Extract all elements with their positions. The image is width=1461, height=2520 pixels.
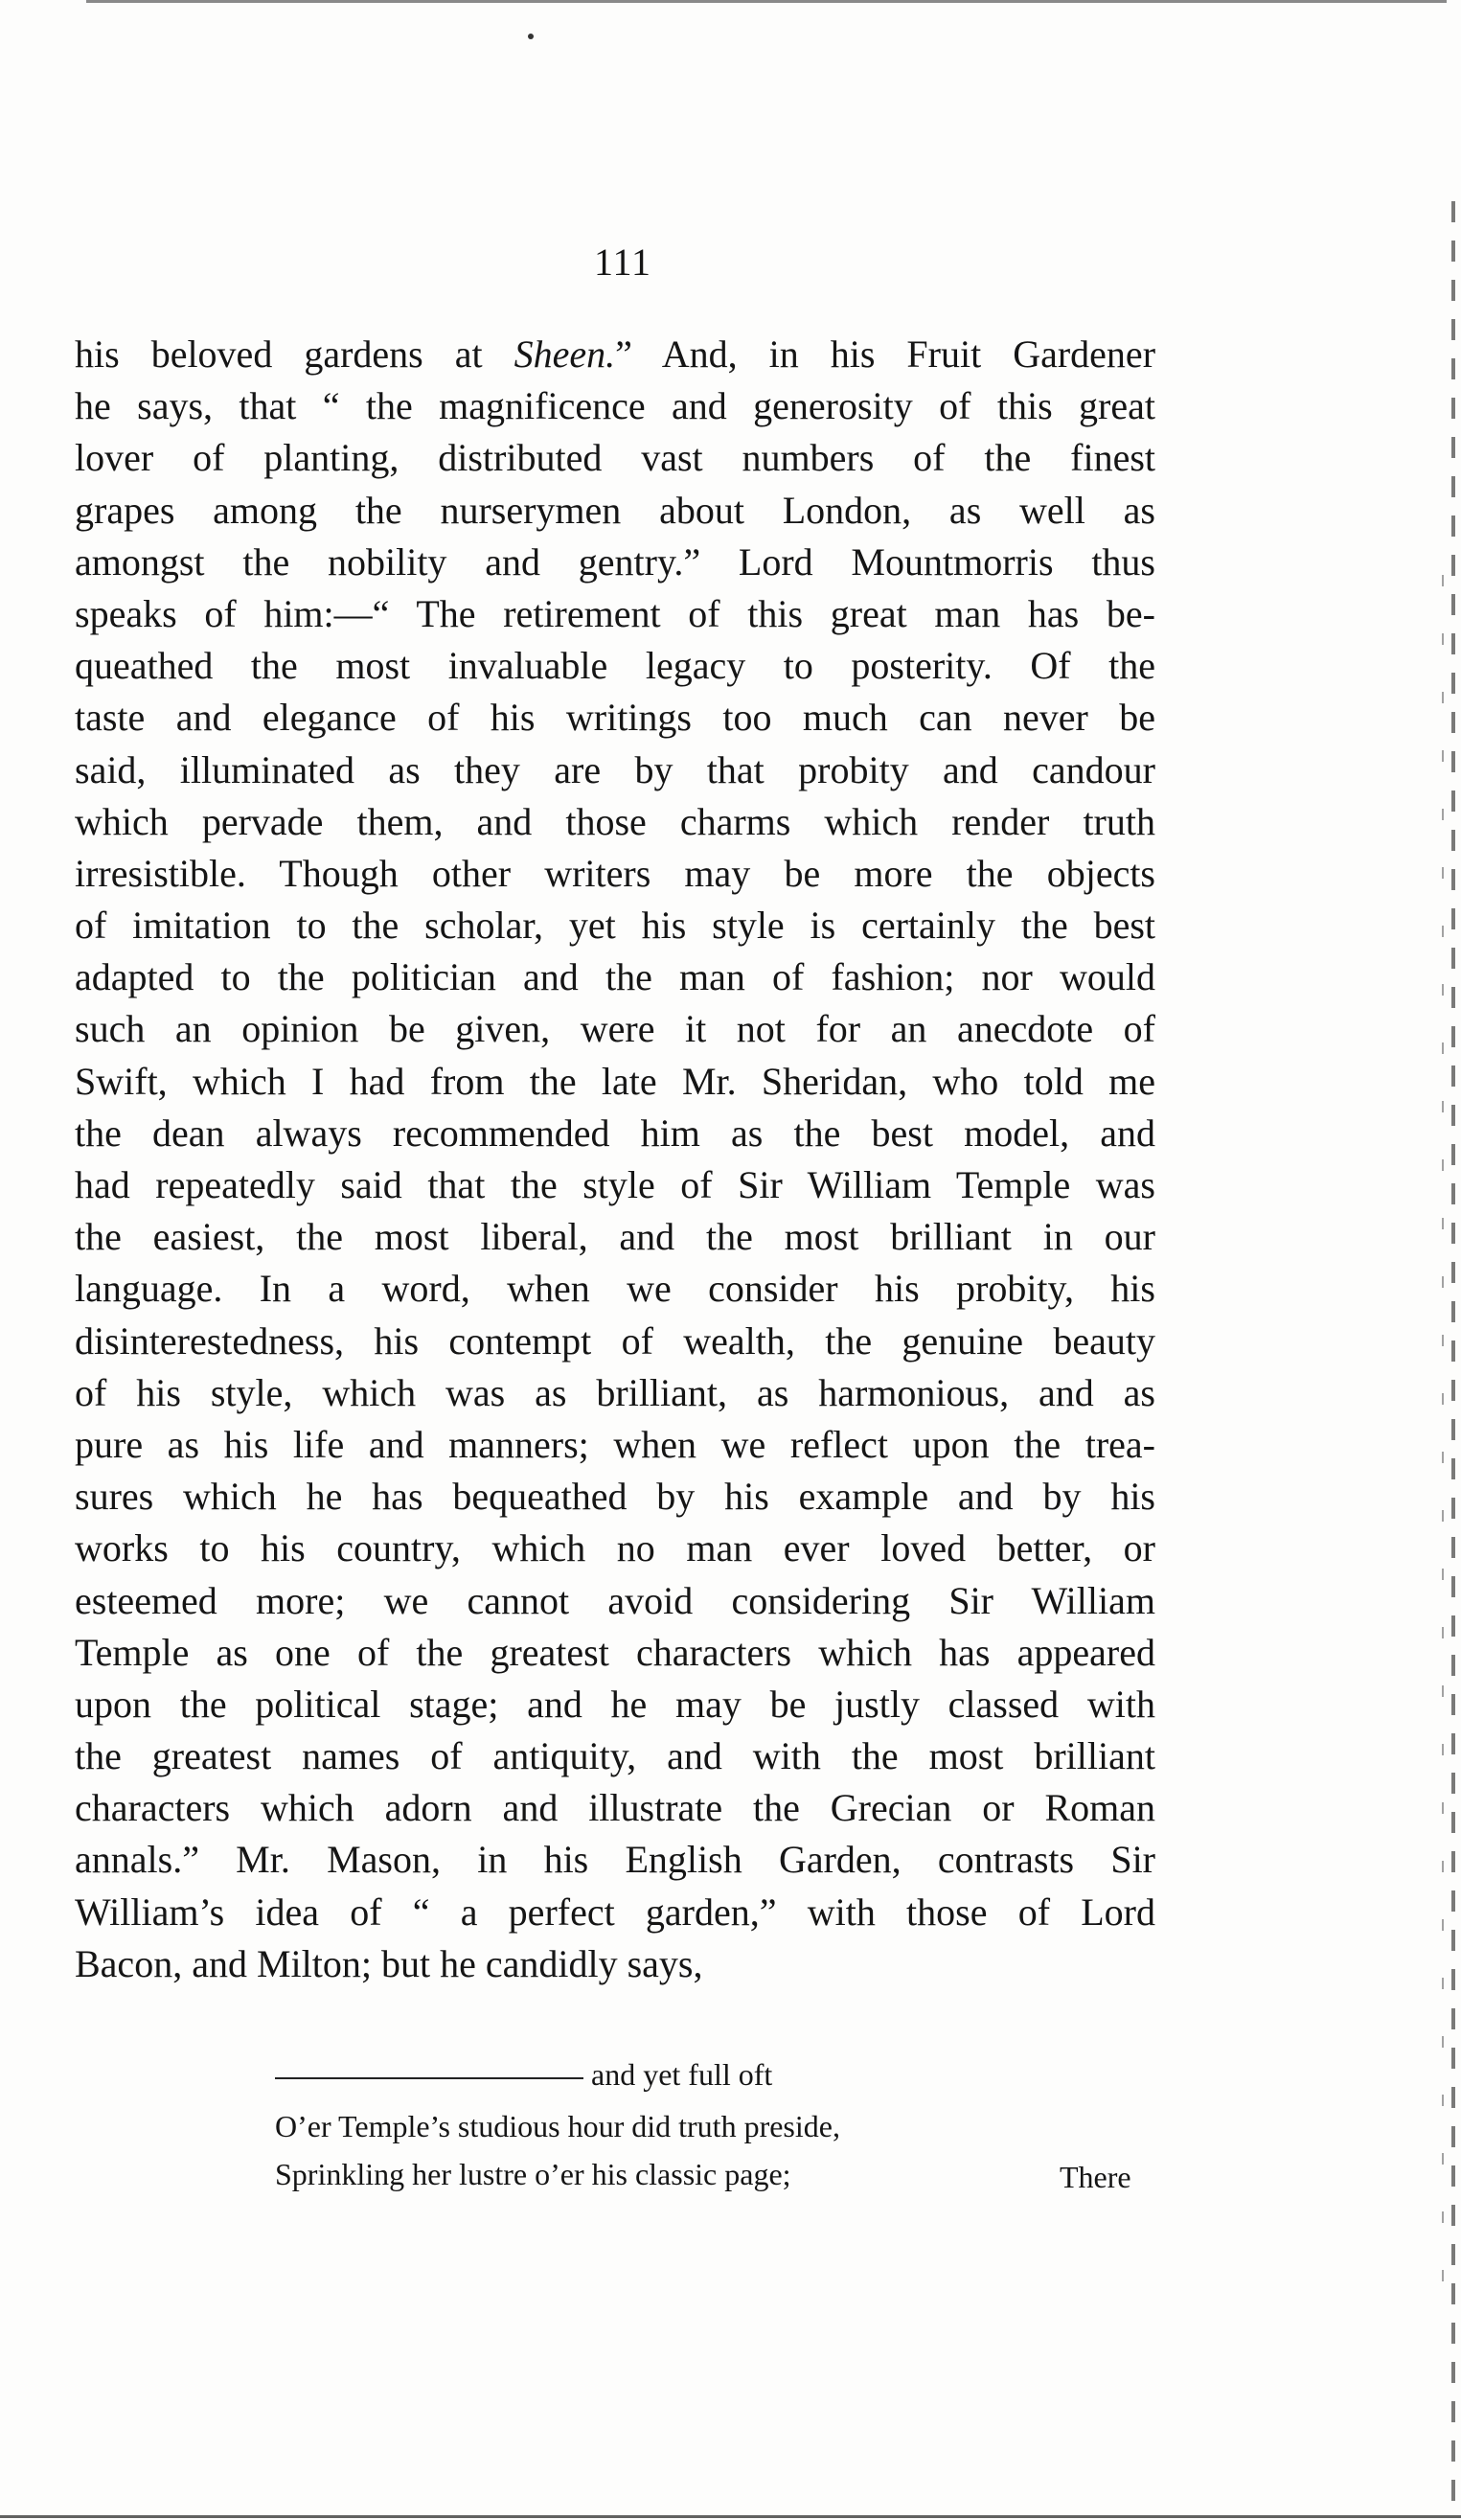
text-line: of imitation to the scholar, yet his style is certainly the best	[75, 904, 1155, 948]
verse-line-lead: and yet full oft	[275, 2055, 772, 2094]
text-line: he says, that “ the magnificence and generosity of this great	[75, 384, 1155, 428]
text-line: the dean always recommended him as the best model, and	[75, 1111, 1155, 1155]
text-line: works to his country, which no man ever loved better, or	[75, 1526, 1155, 1570]
page-number: 111	[593, 241, 652, 284]
body-text	[75, 329, 1155, 1990]
scan-edge-top	[86, 0, 1447, 9]
text-line: speaks of him:—“ The retirement of this great man has be-	[75, 591, 1155, 635]
text-line: taste and elegance of his writings too much can never be	[75, 696, 1155, 740]
text-line: pure as his life and manners; when we reflect upon the trea-	[75, 1422, 1155, 1466]
text-line: amongst the nobility and gentry.” Lord Mountmorris thus	[75, 539, 1155, 584]
text-line: Bacon, and Milton; but he candidly says,	[75, 1941, 703, 1985]
text-line: his beloved gardens at Sheen.” And, in his Fruit Gardener	[75, 332, 1156, 376]
text-line: lover of planting, distributed vast numbers of the finest	[75, 436, 1155, 480]
text-line: Temple as one of the greatest characters which has appeared	[75, 1630, 1155, 1674]
text-line: esteemed more; we cannot avoid considering Sir William	[75, 1578, 1155, 1622]
text-line: characters which adorn and illustrate the Grecian or Roman	[75, 1786, 1155, 1830]
text-line: such an opinion be given, were it not for an anecdote of	[75, 1007, 1155, 1051]
text-line: sures which he has bequeathed by his example and by his	[75, 1475, 1155, 1519]
text-line: upon the political stage; and he may be justly classed with	[75, 1682, 1155, 1726]
text-line: grapes among the nurserymen about London, as well as	[75, 488, 1155, 532]
text-line: adapted to the politician and the man of fashion; nor would	[75, 955, 1155, 999]
catchword: There	[1060, 2160, 1131, 2194]
emphasis-sheen: Sheen.	[514, 332, 616, 376]
text-line: queathed the most invaluable legacy to posterity. Of the	[75, 644, 1155, 688]
scan-edge-bottom	[0, 2511, 1461, 2518]
ink-dot	[528, 34, 534, 39]
verse-line: O’er Temple’s studious hour did truth preside,	[275, 2109, 840, 2143]
text-line: William’s idea of “ a perfect garden,” with those of Lord	[75, 1890, 1155, 1934]
text-line: said, illuminated as they are by that probity and candour	[75, 747, 1155, 791]
text-line: had repeatedly said that the style of Sir William Temple was	[75, 1163, 1155, 1206]
scan-edge-right	[1451, 201, 1455, 2501]
text-line: annals.” Mr. Mason, in his English Garden, contrasts Sir	[75, 1838, 1155, 1882]
text-line: the easiest, the most liberal, and the most brilliant in our	[75, 1215, 1155, 1259]
verse-line: Sprinkling her lustre o’er his classic page;	[275, 2157, 791, 2191]
text-line: irresistible. Though other writers may be more the objects	[75, 851, 1155, 895]
text-line: which pervade them, and those charms which render truth	[75, 799, 1155, 843]
text-line: the greatest names of antiquity, and with the most brilliant	[75, 1734, 1155, 1778]
scan-edge-right-inner	[1442, 575, 1444, 2300]
text-line: Swift, which I had from the late Mr. Sheridan, who told me	[75, 1059, 1155, 1103]
text-line: of his style, which was as brilliant, as harmonious, and as	[75, 1370, 1155, 1414]
text-line: disinterestedness, his contempt of wealth, the genuine beauty	[75, 1318, 1155, 1363]
verse-dash-rule	[275, 2077, 583, 2079]
text-line: language. In a word, when we consider his probity, his	[75, 1267, 1155, 1311]
